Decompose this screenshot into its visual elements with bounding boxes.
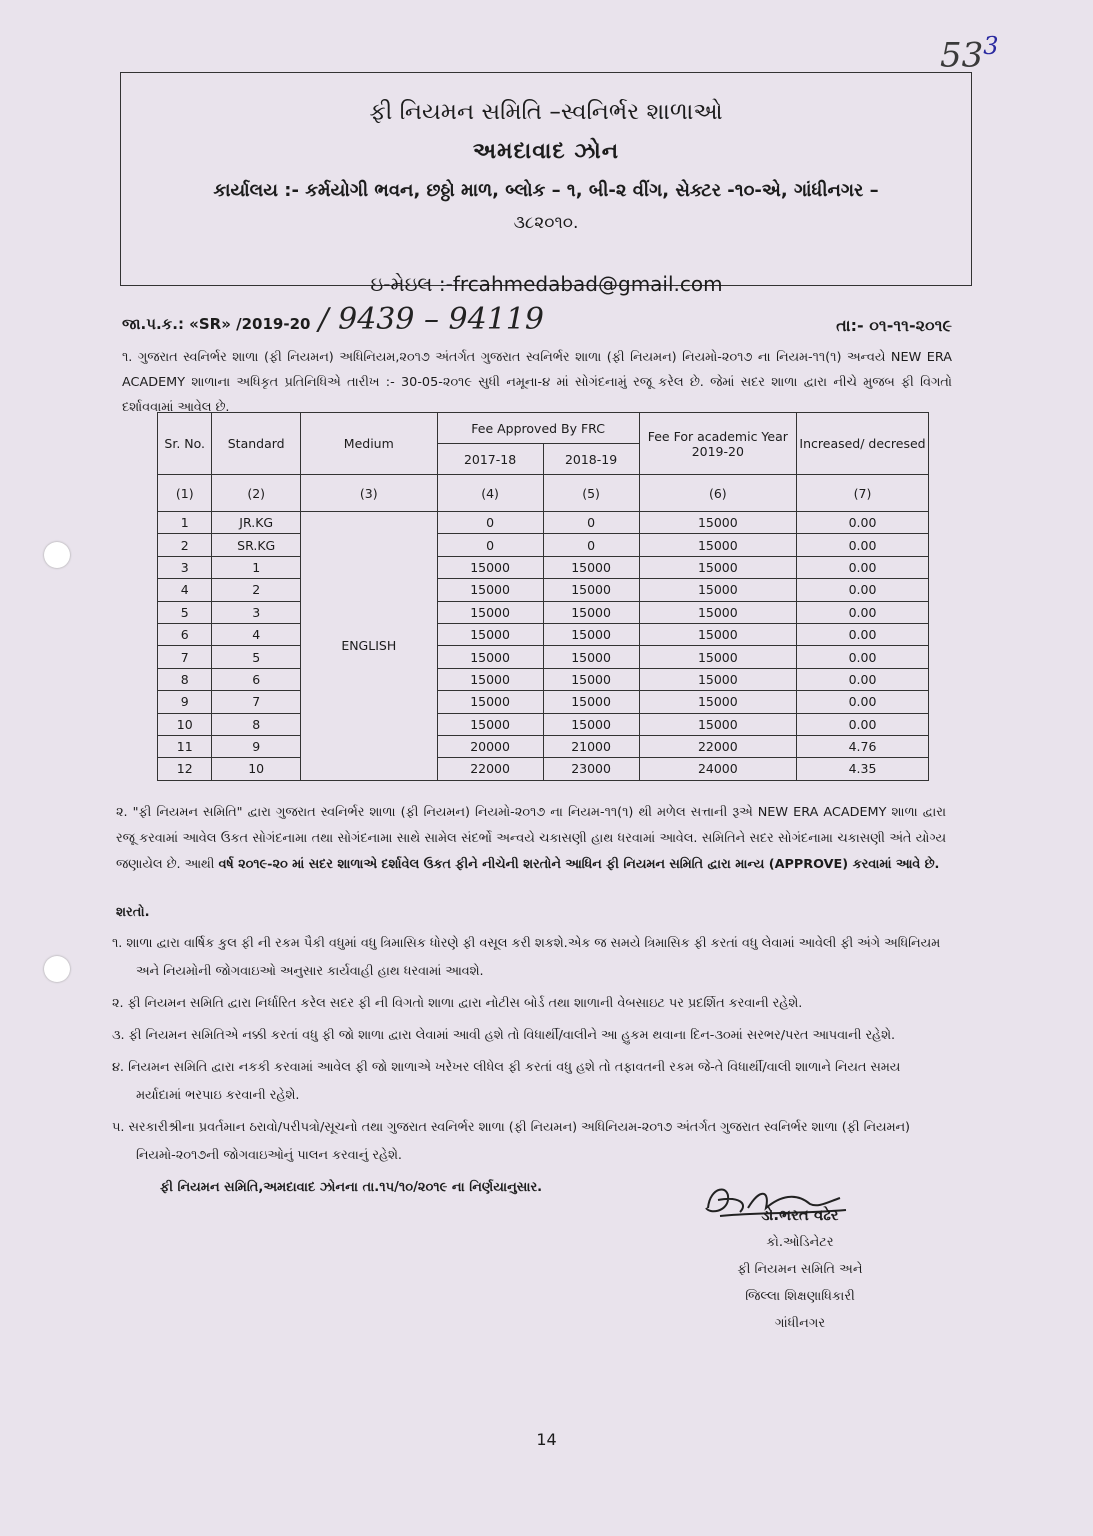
- cell-fee-2019-20: 24000: [639, 758, 796, 780]
- index-row: [158, 475, 929, 512]
- cell-fee-2017-18: 15000: [437, 668, 543, 690]
- cell-sr: 11: [158, 735, 212, 757]
- paragraph-2: [116, 800, 946, 878]
- cell-increase: 0.00: [797, 623, 929, 645]
- table-row: [158, 668, 929, 690]
- paragraph-1: ૧. ગુજરાત સ્વનિર્ભર શાળા (ફી નિયમન) અધિનિયમ,૨૦૧૭ અંતર્ગત ગુજરાત સ્વનિર્ભર શાળા (ફી નિયમન) નિયમો-૨૦૧૭ ના નિયમ-૧૧(૧) અન્વયે NEW ERA ACADEMY શાળાના અધિકૃત પ્રતિનિધિએ તારીખ :- 30-05-૨૦૧૯ સુધી નમૂના-૪ માં સોગંદનામું રજૂ કરેલ છે. જેમાં સદર શાળા દ્વારા નીચે મુજબ ફી વિગતો દર્શાવવામાં આવેલ છે.: [122, 350, 952, 415]
- corner-circled-number: 3: [983, 32, 999, 60]
- cell-fee-2017-18: 15000: [437, 556, 543, 578]
- conditions-list: [112, 930, 944, 1174]
- cell-increase: 0.00: [797, 601, 929, 623]
- header-pincode: ૩૮૨૦૧૦.: [513, 213, 579, 233]
- cell-fee-2019-20: 15000: [639, 646, 796, 668]
- cell-standard: 9: [212, 735, 300, 757]
- cell-fee-2019-20: 15000: [639, 691, 796, 713]
- cell-standard: 8: [212, 713, 300, 735]
- cell-standard: JR.KG: [212, 512, 300, 534]
- index-cell: (7): [797, 475, 929, 512]
- cell-increase: 0.00: [797, 556, 929, 578]
- cell-fee-2018-19: 15000: [543, 556, 639, 578]
- paragraph-2-text: ૨. "ફી નિયમન સમિતિ" દ્વારા ગુજરાત સ્વનિર્ભર શાળા (ફી નિયમન) નિયમો-૨૦૧૭ ના નિયમ-૧૧(૧) થી મળેલ સત્તાની રૂએ NEW ERA ACADEMY શાળા દ્વારા રજૂ કરવામાં આવેલ ઉકત સોગંદનામા તથા સોગંદનામા સાથે સામેલ સંદર્ભો અન્વયે ચકાસણી હાથ ધરવામાં આવેલ. સમિતિને સદર સોગંદનામા ચકાસણી અંતે યોગ્ય જણાયેલ છે. આથી: [116, 805, 946, 872]
- punch-hole-bottom: [44, 956, 70, 982]
- cell-fee-2019-20: 15000: [639, 556, 796, 578]
- cell-sr: 9: [158, 691, 212, 713]
- paragraph-2-approval: વર્ષ ૨૦૧૯-૨૦ માં સદર શાળાએ દર્શાવેલ ઉકત ફીને નીચેની શરતોને આધિન ફી નિયમન સમિતિ દ્વારા માન્ય (APPROVE) કરવામાં આવે છે.: [218, 857, 940, 872]
- cell-fee-2017-18: 20000: [437, 735, 543, 757]
- header-committee: ફી નિયમન સમિતિ –સ્વનિર્ભર શાળાઓ: [369, 99, 723, 125]
- cell-sr: 1: [158, 512, 212, 534]
- cell-standard: 10: [212, 758, 300, 780]
- cell-fee-2018-19: 15000: [543, 691, 639, 713]
- col-fee-frc: Fee Approved By FRC: [437, 413, 639, 444]
- condition-item: ૩. ફી નિયમન સમિતિએ નક્કી કરતાં વધુ ફી જો શાળા દ્વારા લેવામાં આવી હશે તો વિધાર્થી/વાલીને આ હુકમ થવાના દિન-૩૦માં સરભર/પરત આપવાની રહેશે.: [112, 1028, 896, 1043]
- condition-item: ૪. નિયમન સમિતિ દ્વારા નકકી કરવામાં આવેલ ફી જો શાળાએ ખરેખર લીધેલ ફી કરતાં વધુ હશે તો તફાવતની રકમ જે-તે વિધાર્થી/વાલી શાળાને નિયત સમય મર્યાદામાં ભરપાઇ કરવાની રહેશે.: [112, 1060, 901, 1103]
- cell-fee-2019-20: 15000: [639, 579, 796, 601]
- cell-sr: 6: [158, 623, 212, 645]
- cell-standard: 2: [212, 579, 300, 601]
- signatory-title-4: ગાંધીનગર: [774, 1316, 826, 1331]
- reference-handwritten-number: / 9439 – 94119: [318, 302, 544, 337]
- cell-fee-2018-19: 0: [543, 534, 639, 556]
- cell-standard: 5: [212, 646, 300, 668]
- cell-fee-2017-18: 15000: [437, 623, 543, 645]
- cell-fee-2019-20: 15000: [639, 713, 796, 735]
- letterhead-box: [120, 72, 972, 286]
- cell-sr: 5: [158, 601, 212, 623]
- table-row: [158, 556, 929, 578]
- cell-fee-2019-20: 15000: [639, 512, 796, 534]
- cell-fee-2018-19: 15000: [543, 668, 639, 690]
- index-cell: (1): [158, 475, 212, 512]
- cell-increase: 0.00: [797, 713, 929, 735]
- letter-date: તા:- ૦૧-૧૧-૨૦૧૯: [836, 316, 952, 335]
- cell-fee-2018-19: 15000: [543, 601, 639, 623]
- index-cell: (5): [543, 475, 639, 512]
- cell-fee-2017-18: 15000: [437, 579, 543, 601]
- cell-standard: SR.KG: [212, 534, 300, 556]
- cell-sr: 4: [158, 579, 212, 601]
- cell-increase: 0.00: [797, 534, 929, 556]
- cell-fee-2018-19: 21000: [543, 735, 639, 757]
- table-row: [158, 601, 929, 623]
- cell-fee-2019-20: 15000: [639, 601, 796, 623]
- fee-table: [157, 412, 929, 781]
- table-row: [158, 691, 929, 713]
- cell-fee-2019-20: 22000: [639, 735, 796, 757]
- table-row: [158, 713, 929, 735]
- corner-number: 53: [940, 35, 984, 76]
- cell-sr: 2: [158, 534, 212, 556]
- cell-standard: 3: [212, 601, 300, 623]
- header-zone: અમદાવાદ ઝોન: [472, 139, 620, 164]
- cell-sr: 7: [158, 646, 212, 668]
- cell-sr: 10: [158, 713, 212, 735]
- cell-increase: 0.00: [797, 668, 929, 690]
- signature-block: [690, 1180, 910, 1337]
- cell-fee-2018-19: 15000: [543, 579, 639, 601]
- cell-fee-2018-19: 15000: [543, 646, 639, 668]
- cell-fee-2018-19: 23000: [543, 758, 639, 780]
- index-cell: (3): [300, 475, 437, 512]
- signatory-name: ડો.ભરત વઢેર: [761, 1206, 839, 1224]
- signatory-title-1: કો.ઓડિનેટર: [766, 1235, 834, 1250]
- condition-item: ૨. ફી નિયમન સમિતિ દ્વારા નિર્ધારિત કરેલ સદર ફી ની વિગતો શાળા દ્વારા નોટીસ બોર્ડ તથા શાળાની વેબસાઇટ પર પ્રદર્શિત કરવાની રહેશે.: [112, 996, 803, 1011]
- cell-medium: ENGLISH: [300, 512, 437, 781]
- cell-fee-2019-20: 15000: [639, 623, 796, 645]
- col-fee-academic: Fee For academic Year 2019-20: [639, 413, 796, 475]
- cell-fee-2017-18: 15000: [437, 691, 543, 713]
- signatory-title-2: ફી નિયમન સમિતિ અને: [737, 1262, 863, 1277]
- col-2018-19: 2018-19: [543, 444, 639, 475]
- col-sr: Sr. No.: [158, 413, 212, 475]
- header-email: ઇ-મેઇલ :-frcahmedabad@gmail.com: [370, 272, 723, 296]
- punch-hole-top: [44, 542, 70, 568]
- signatory-title-3: જિલ્લા શિક્ષણાધિકારી: [745, 1289, 855, 1304]
- cell-fee-2017-18: 22000: [437, 758, 543, 780]
- table-row: [158, 579, 929, 601]
- condition-item: ૫. સરકારીશ્રીના પ્રવર્તમાન ઠરાવો/પરીપત્રો/સૂચનો તથા ગુજરાત સ્વનિર્ભર શાળા (ફી નિયમન) અધિનિયમ-૨૦૧૭ અંતર્ગત ગુજરાત સ્વનિર્ભર શાળા (ફી નિયમન) નિયમો-૨૦૧૭ની જોગવાઇઓનું પાલન કરવાનું રહેશે.: [112, 1120, 911, 1163]
- table-row: [158, 646, 929, 668]
- table-row: [158, 534, 929, 556]
- cell-standard: 4: [212, 623, 300, 645]
- index-cell: (4): [437, 475, 543, 512]
- col-2017-18: 2017-18: [437, 444, 543, 475]
- cell-fee-2017-18: 15000: [437, 646, 543, 668]
- table-row: [158, 512, 929, 534]
- table-row: [158, 758, 929, 780]
- header-address: કાર્યાલય :- કર્મયોગી ભવન, છઠ્ઠો માળ, બ્લોક – ૧, બી-૨ વીંગ, સેક્ટર -૧૦-એ, ગાંધીનગર –: [213, 180, 879, 201]
- cell-fee-2017-18: 15000: [437, 601, 543, 623]
- corner-page-mark: [940, 32, 999, 75]
- col-standard: Standard: [212, 413, 300, 475]
- condition-item: ૧. શાળા દ્વારા વાર્ષિક કુલ ફી ની રકમ પૈકી વધુમાં વધુ ત્રિમાસિક ધોરણે ફી વસૂલ કરી શકશે.એક જ સમયે ત્રિમાસિક ફી કરતાં વધુ લેવામાં આવેલી ફી અંગે અધિનિયમ અને નિયમોની જોગવાઇઓ અનુસાર કાર્યવાહી હાથ ધરવામાં આવશે.: [112, 936, 941, 979]
- cell-increase: 0.00: [797, 646, 929, 668]
- col-medium: Medium: [300, 413, 437, 475]
- cell-increase: 0.00: [797, 579, 929, 601]
- table-row: [158, 735, 929, 757]
- cell-increase: 0.00: [797, 691, 929, 713]
- col-increased: Increased/ decresed: [797, 413, 929, 475]
- reference-row: [122, 302, 952, 337]
- index-cell: (2): [212, 475, 300, 512]
- index-cell: (6): [639, 475, 796, 512]
- cell-fee-2018-19: 15000: [543, 713, 639, 735]
- cell-sr: 3: [158, 556, 212, 578]
- cell-fee-2017-18: 0: [437, 512, 543, 534]
- cell-standard: 7: [212, 691, 300, 713]
- page-number: 14: [536, 1430, 557, 1449]
- decision-line: ફી નિયમન સમિતિ,અમદાવાદ ઝોનના તા.૧૫/૧૦/૨૦૧૯ ના નિર્ણયાનુસાર.: [160, 1180, 543, 1195]
- cell-fee-2019-20: 15000: [639, 668, 796, 690]
- cell-increase: 4.76: [797, 735, 929, 757]
- cell-increase: 4.35: [797, 758, 929, 780]
- cell-fee-2017-18: 15000: [437, 713, 543, 735]
- cell-sr: 8: [158, 668, 212, 690]
- table-row: [158, 623, 929, 645]
- cell-fee-2019-20: 15000: [639, 534, 796, 556]
- cell-fee-2018-19: 0: [543, 512, 639, 534]
- cell-fee-2018-19: 15000: [543, 623, 639, 645]
- reference-label: જા.પ.ક.: «SR» /2019-20: [122, 315, 311, 333]
- cell-standard: 6: [212, 668, 300, 690]
- cell-increase: 0.00: [797, 512, 929, 534]
- conditions-title: શરતો.: [116, 905, 150, 920]
- cell-fee-2017-18: 0: [437, 534, 543, 556]
- cell-sr: 12: [158, 758, 212, 780]
- cell-standard: 1: [212, 556, 300, 578]
